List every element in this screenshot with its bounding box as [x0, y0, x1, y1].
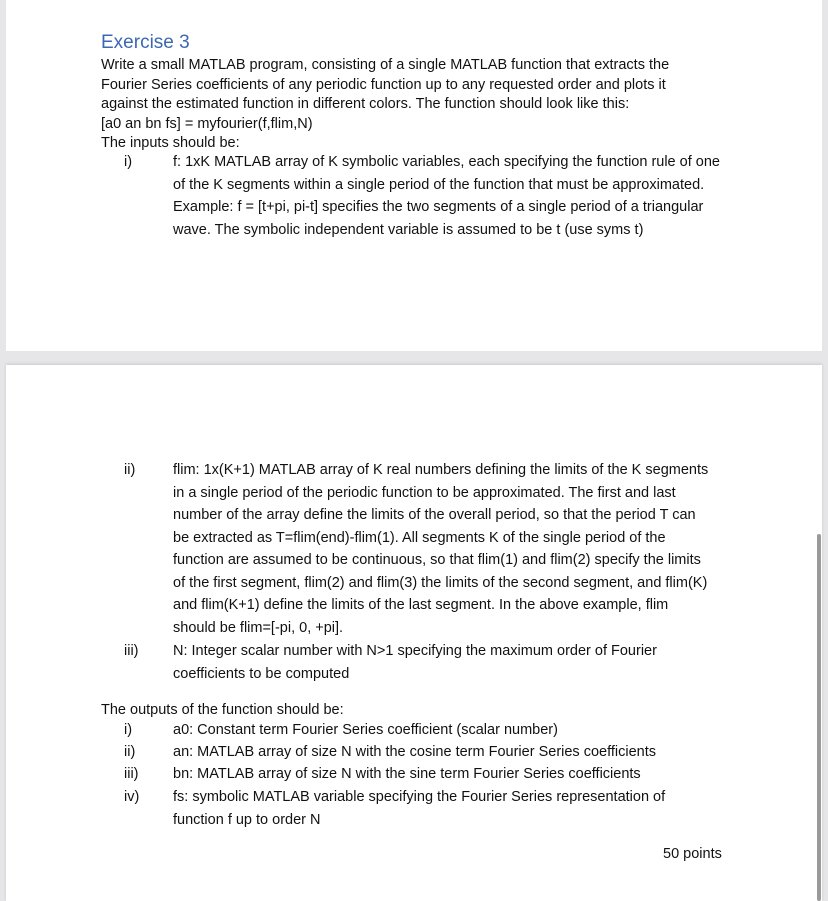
item-text: an: MATLAB array of size N with the cosine term Fourier Series coefficients [173, 744, 656, 760]
item-line: should be flim=[-pi, 0, +pi]. [173, 619, 344, 636]
item-line: coefficients to be computed [173, 665, 350, 682]
item-text [173, 459, 733, 639]
item-text [173, 640, 733, 685]
item-line: function are assumed to be continuous, so that flim(1) and flim(2) specify the limits [173, 552, 701, 568]
item-text: a0: Constant term Fourier Series coefficient (scalar number) [173, 722, 558, 738]
item-line: and flim(K+1) define the limits of the last segment. In the above example, flim [173, 597, 669, 613]
item-number: iii) [124, 643, 139, 659]
item-line: fs: symbolic MATLAB variable specifying the Fourier Series representation of [173, 789, 666, 805]
item-text: bn: MATLAB array of size N with the sine term Fourier Series coefficients [173, 766, 641, 782]
item-number: ii) [124, 462, 136, 478]
outputs-heading: The outputs of the function should be: [101, 702, 344, 718]
item-line: in a single period of the periodic function to be approximated. The first and last [173, 484, 676, 501]
item-number: i) [124, 154, 133, 170]
item-line: N: Integer scalar number with N>1 specifying the maximum order of Fourier [173, 643, 657, 659]
item-line: wave. The symbolic independent variable is assumed to be t (use syms t) [173, 221, 644, 238]
scrollbar[interactable] [817, 534, 821, 901]
inputs-heading: The inputs should be: [101, 135, 240, 151]
item-line: of the first segment, flim(2) and flim(3) the limits of the second segment, and flim(K) [173, 574, 708, 591]
item-line: function f up to order N [173, 811, 321, 828]
intro-line: Fourier Series coefficients of any periodic function up to any requested order and plots it [101, 76, 666, 93]
item-line: f: 1xK MATLAB array of K symbolic variables, each specifying the function rule of one [173, 154, 720, 170]
item-number: i) [124, 722, 133, 738]
intro-paragraph [101, 56, 721, 154]
item-line: number of the array define the limits of the overall period, so that the period T can [173, 507, 696, 523]
item-line: flim: 1x(K+1) MATLAB array of K real numbers defining the limits of the K segments [173, 462, 709, 478]
points-label: 50 points [663, 846, 722, 862]
intro-line: Write a small MATLAB program, consisting of a single MATLAB function that extracts the [101, 57, 670, 73]
item-text [173, 786, 733, 831]
item-text [173, 151, 733, 241]
output-item-bn [0, 763, 828, 785]
output-item-fs [0, 786, 828, 832]
item-number: iii) [124, 766, 139, 782]
item-line: be extracted as T=flim(end)-flim(1). All segments K of the single period of the [173, 529, 666, 546]
item-number: iv) [124, 789, 140, 805]
intro-line: against the estimated function in different colors. The function should look like this: [101, 96, 630, 112]
function-signature: [a0 an bn fs] = myfourier(f,flim,N) [101, 115, 313, 132]
item-line: of the K segments within a single period of the function that must be approximated. [173, 176, 705, 193]
output-item-an [0, 741, 828, 763]
item-number: ii) [124, 744, 136, 760]
exercise-title: Exercise 3 [101, 32, 190, 53]
output-item-a0 [0, 719, 828, 741]
item-line: Example: f = [t+pi, pi-t] specifies the two segments of a single period of a triangular [173, 199, 704, 215]
